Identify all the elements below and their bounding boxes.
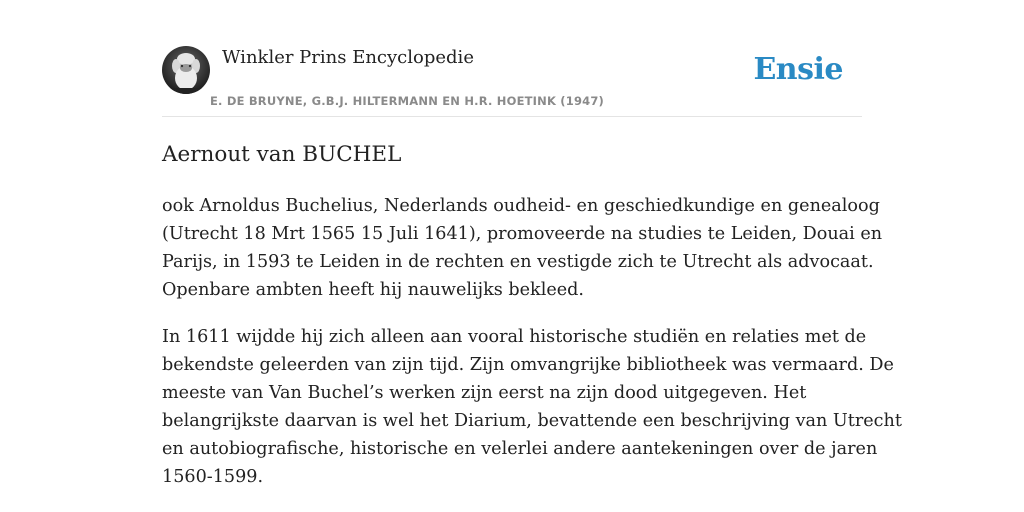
- paragraph-line: ook Arnoldus Buchelius, Nederlands oudheid- en geschiedkundige en genealoog: [162, 196, 880, 216]
- ensie-logo[interactable]: Ensie: [753, 52, 843, 87]
- article: [162, 140, 902, 491]
- source-title[interactable]: Winkler Prins Encyclopedie: [222, 47, 474, 68]
- paragraph-line: (Utrecht 18 Mrt 1565 15 Juli 1641), promoveerde na studies te Leiden, Douai en: [162, 224, 883, 244]
- paragraph-line: 1560-1599.: [162, 467, 264, 487]
- paragraph-line: belangrijkste daarvan is wel het Diarium, bevattende een beschrijving van Utrecht: [162, 411, 902, 431]
- article-paragraph: [162, 192, 883, 304]
- source-authors: E. DE BRUYNE, G.B.J. HILTERMANN EN H.R. HOETINK (1947): [210, 94, 605, 108]
- paragraph-line: en autobiografische, historische en velerlei andere aantekeningen over de jaren: [162, 439, 878, 459]
- author-avatar[interactable]: [162, 46, 210, 94]
- portrait-image: [162, 46, 210, 94]
- article-title: Aernout van BUCHEL: [162, 142, 402, 167]
- article-paragraph: [162, 323, 902, 491]
- source-header: [162, 46, 862, 117]
- paragraph-line: Parijs, in 1593 te Leiden in de rechten en vestigde zich te Utrecht als advocaat.: [162, 252, 874, 272]
- paragraph-line: In 1611 wijdde hij zich alleen aan vooral historische studiën en relaties met de: [162, 327, 867, 347]
- paragraph-line: meeste van Van Buchel’s werken zijn eerst na zijn dood uitgegeven. Het: [162, 383, 807, 403]
- paragraph-line: bekendste geleerden van zijn tijd. Zijn omvangrijke bibliotheek was vermaard. De: [162, 355, 894, 375]
- paragraph-line: Openbare ambten heeft hij nauwelijks bekleed.: [162, 280, 585, 300]
